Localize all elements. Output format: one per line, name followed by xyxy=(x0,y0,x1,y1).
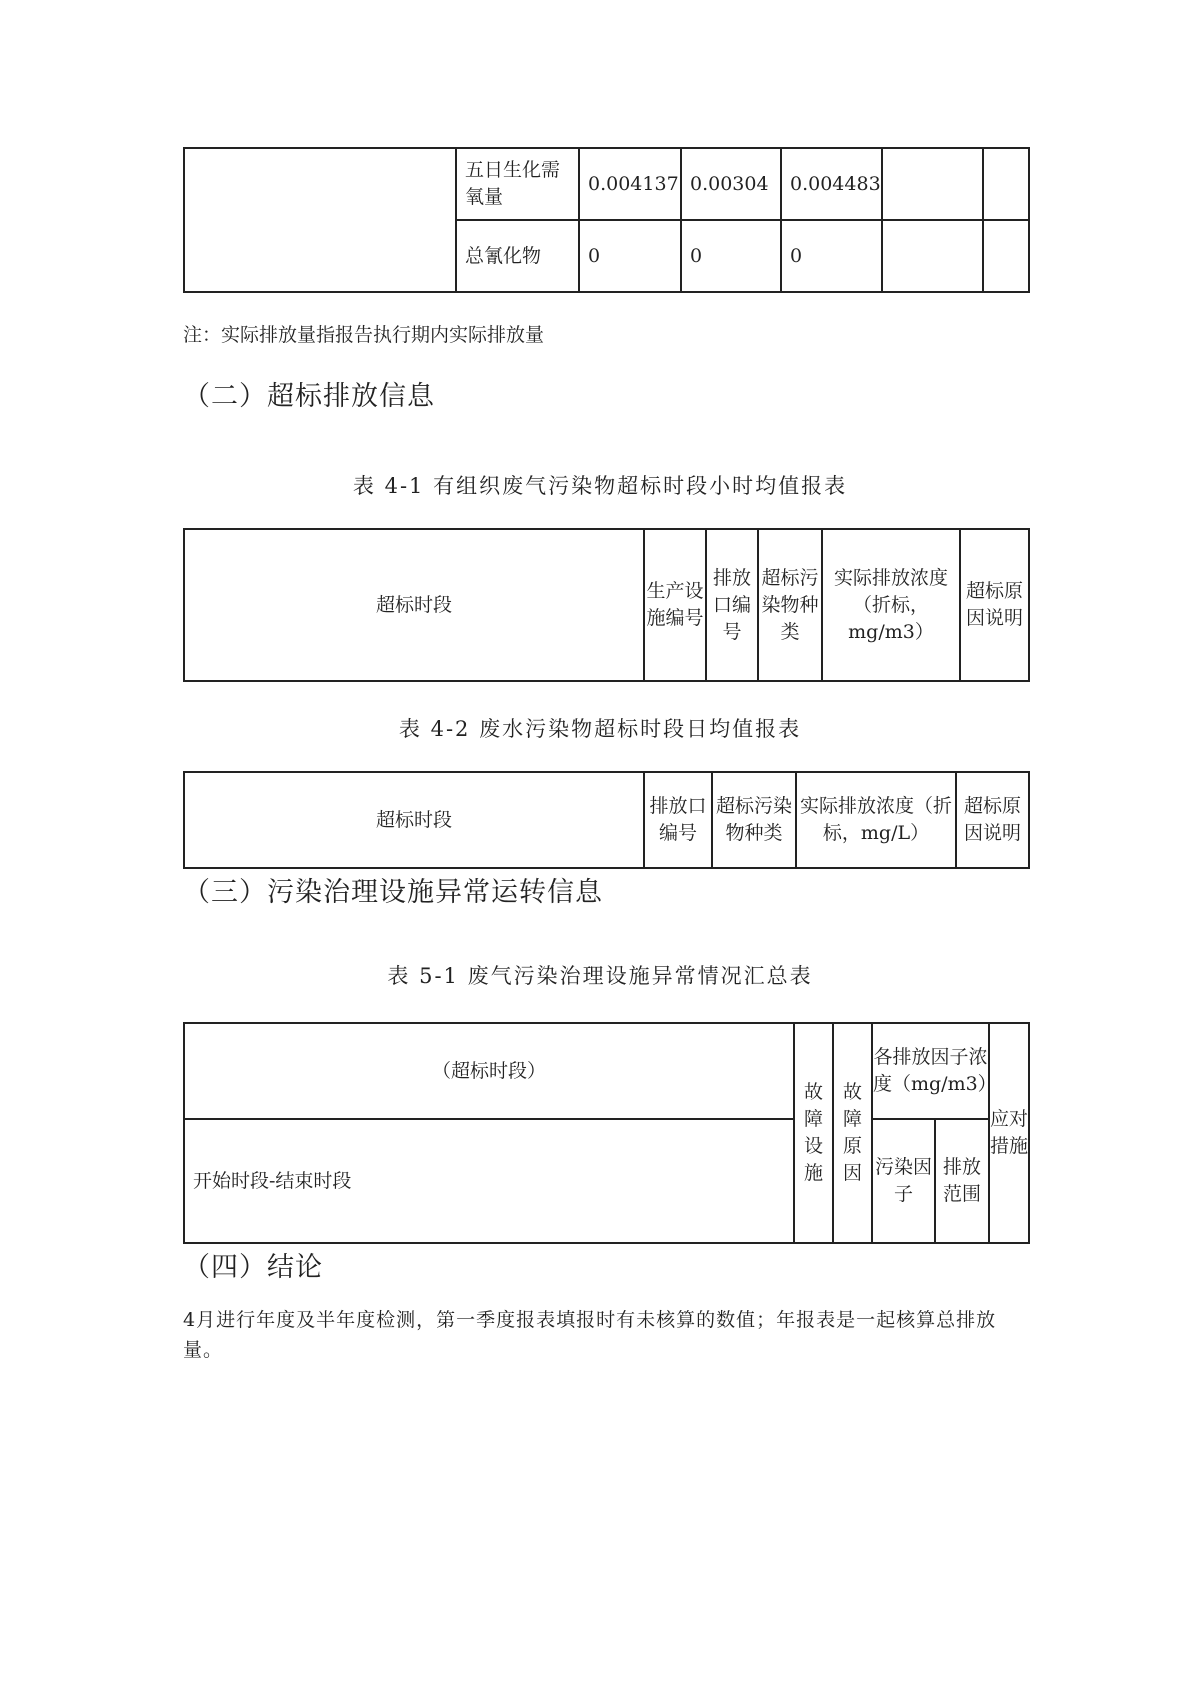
header-emission-range: 排放范围 xyxy=(935,1119,989,1243)
header-factor-concentration: 各排放因子浓度（mg/m3） xyxy=(872,1023,989,1119)
header-fault-reason: 故障原因 xyxy=(833,1023,872,1243)
merged-blank-cell xyxy=(184,148,456,292)
value-cell xyxy=(983,220,1029,292)
table-header-row xyxy=(184,529,1029,681)
header-reason: 超标原因说明 xyxy=(956,772,1029,868)
table-header-row xyxy=(184,1023,1029,1119)
conclusion-paragraph: 4月进行年度及半年度检测，第一季度报表填报时有未核算的数值；年报表是一起核算总排放量。 xyxy=(183,1309,997,1361)
header-measures: 应对措施 xyxy=(989,1023,1029,1243)
header-reason: 超标原因说明 xyxy=(960,529,1029,681)
header-period: 超标时段 xyxy=(184,529,644,681)
value-cell: 0.00304 xyxy=(681,148,781,220)
header-period: 超标时段 xyxy=(184,772,644,868)
table-5-1 xyxy=(183,1022,1030,1244)
header-pollutant-type: 超标污染物种类 xyxy=(712,772,796,868)
table-row xyxy=(184,1119,1029,1243)
table-4-2 xyxy=(183,771,1030,869)
value-cell xyxy=(882,220,983,292)
value-cell: 0 xyxy=(579,220,681,292)
section-heading-abnormal: （三）污染治理设施异常运转信息 xyxy=(183,877,603,908)
value-cell: 0.004483 xyxy=(781,148,882,220)
header-outlet-id: 排放口编号 xyxy=(706,529,758,681)
header-concentration: 实际排放浓度（折标，mg/L） xyxy=(796,772,956,868)
value-cell: 0 xyxy=(681,220,781,292)
value-cell: 0 xyxy=(781,220,882,292)
header-outlet-id: 排放口编号 xyxy=(644,772,712,868)
table-row xyxy=(184,148,1029,220)
header-pollutant-type: 超标污染物种类 xyxy=(758,529,822,681)
table-caption-4-2: 表 4-2 废水污染物超标时段日均值报表 xyxy=(398,717,802,741)
table-note: 注：实际排放量指报告执行期内实际排放量 xyxy=(183,324,545,346)
value-cell xyxy=(983,148,1029,220)
header-concentration: 实际排放浓度（折标，mg/m3） xyxy=(822,529,960,681)
header-pollutant-factor: 污染因子 xyxy=(872,1119,935,1243)
header-period: （超标时段） xyxy=(184,1023,794,1119)
pollutant-cell: 五日生化需氧量 xyxy=(456,148,579,220)
value-cell xyxy=(882,148,983,220)
table-header-row xyxy=(184,772,1029,868)
value-cell: 0.004137 xyxy=(579,148,681,220)
table-caption-5-1: 表 5-1 废气污染治理设施异常情况汇总表 xyxy=(387,964,813,988)
section-heading-conclusion: （四）结论 xyxy=(183,1252,323,1283)
header-fault-facility: 故障设施 xyxy=(794,1023,833,1243)
pollutant-cell: 总氰化物 xyxy=(456,220,579,292)
emissions-table xyxy=(183,147,1030,293)
header-facility-id: 生产设施编号 xyxy=(644,529,706,681)
table-4-1 xyxy=(183,528,1030,682)
period-sub-cell: 开始时段-结束时段 xyxy=(184,1119,794,1243)
section-heading-exceedance: （二）超标排放信息 xyxy=(183,381,435,412)
table-caption-4-1: 表 4-1 有组织废气污染物超标时段小时均值报表 xyxy=(352,474,848,498)
